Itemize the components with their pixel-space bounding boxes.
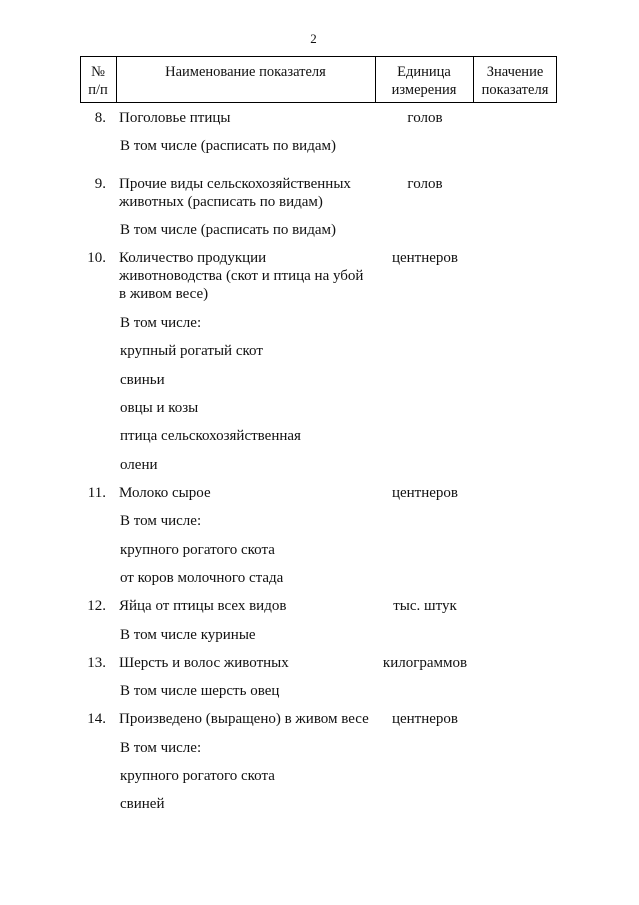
row-detail: В том числе (расписать по видам) [120, 138, 336, 154]
row-unit: центнеров [391, 711, 459, 727]
header-unit-line1: Единица [397, 64, 451, 80]
row-number: 11. [87, 485, 106, 501]
row-detail: В том числе шерсть овец [120, 683, 280, 699]
row-detail: от коров молочного стада [120, 570, 284, 586]
row-detail: олени [120, 457, 158, 473]
row-number: 9. [94, 176, 106, 192]
row-detail: В том числе: [120, 315, 202, 331]
row-number: 12. [87, 598, 106, 614]
row-unit: центнеров [391, 250, 459, 266]
header-number-line2: п/п [88, 82, 108, 98]
row-detail: птица сельскохозяйственная [120, 428, 301, 444]
row-unit: голов [407, 110, 443, 126]
row-number: 13. [87, 655, 106, 671]
header-unit-line2: измерения [391, 82, 457, 98]
row-unit: килограммов [382, 655, 468, 671]
row-name: Поголовье птицы [119, 110, 231, 126]
header-value-line1: Значение [486, 64, 544, 80]
row-detail: свиней [120, 796, 165, 812]
row-unit: голов [407, 176, 443, 192]
row-name: Произведено (выращено) в живом весе [119, 711, 369, 727]
row-name: Шерсть и волос животных [119, 655, 289, 671]
row-detail: В том числе куриные [120, 627, 256, 643]
row-name: животных (расписать по видам) [119, 194, 323, 210]
row-number: 14. [87, 711, 106, 727]
row-name: в живом весе) [119, 286, 209, 302]
header-value-line2: показателя [481, 82, 549, 98]
row-number: 8. [94, 110, 106, 126]
row-unit: центнеров [391, 485, 459, 501]
row-name: Яйца от птицы всех видов [119, 598, 287, 614]
row-name: Количество продукции [119, 250, 267, 266]
row-name: Прочие виды сельскохозяйственных [119, 176, 351, 192]
row-number: 10. [87, 250, 106, 266]
row-detail: В том числе (расписать по видам) [120, 222, 336, 238]
header-number-line1: № [91, 64, 105, 80]
row-detail: В том числе: [120, 513, 202, 529]
row-detail: овцы и козы [120, 400, 199, 416]
header-indicator-name: Наименование показателя [165, 64, 326, 80]
row-detail: крупный рогатый скот [120, 343, 263, 359]
row-unit: тыс. штук [393, 598, 457, 614]
row-detail: крупного рогатого скота [120, 768, 275, 784]
row-detail: В том числе: [120, 740, 202, 756]
row-name: Молоко сырое [119, 485, 211, 501]
row-name: животноводства (скот и птица на убой [119, 268, 364, 284]
row-detail: свиньи [120, 372, 165, 388]
page-number: 2 [310, 31, 317, 46]
row-detail: крупного рогатого скота [120, 542, 275, 558]
